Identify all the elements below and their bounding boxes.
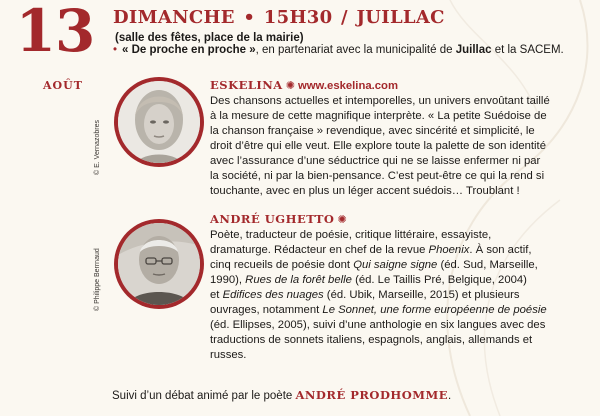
bio-line: 1990), Rues de la forêt belle (éd. Le Taillis Pré, Belgique, 2004) [210,274,527,286]
bio-line: avec l’assurance d’une séductrice qui ne se laisse enfermer ni par [210,155,541,167]
weekday: DIMANCHE [113,7,235,28]
event-text-2: et la SACEM. [491,44,564,56]
bullet-icon: • [113,44,118,56]
bio-line: et Edifices des nuages (éd. Ubik, Marseille, 2015) et plusieurs [210,289,520,301]
eskelina-photo [113,76,205,168]
ughetto-photo-credit: © Philippe Berrnaud [94,248,101,311]
date-day-number: 13 [15,0,95,65]
bio-line: dramaturge. Rédacteur en chef de la revue Phoenix. À son actif, [210,244,532,256]
bio-line: (éd. Ellipses, 2005), suivi d’une anthologie en six langues avec des [210,319,546,331]
event-title: « De proche en proche » [122,44,256,56]
artist-andre-ughetto [210,212,590,363]
bio-line: à la mesure de cette magnifique interprète. « La petite Suédoise de [210,110,547,122]
bio-line: Des chansons actuelles et intemporelles, un univers envoûtant taillé [210,95,550,107]
date-month: AOÛT [43,79,83,92]
event-time: 15H30 [263,7,333,28]
artist-website-link[interactable]: www.eskelina.com [297,80,398,92]
eskelina-photo-credit: © E. Vernazobres [94,120,101,175]
footer-end: . [448,390,452,402]
artist-name: ESKELINA [210,78,283,92]
bio-line: droit d’être qui elle veut. Elle explore toute la palette de son identité [210,140,546,152]
footer-poet-name: ANDRÉ PRODHOMME [295,388,449,402]
bio-line: Poète, traducteur de poésie, critique littéraire, essayiste, [210,229,492,241]
event-place: Juillac [455,44,492,56]
artist-name: ANDRÉ UGHETTO [210,212,335,226]
footer-note [112,388,451,402]
bio-line: traductions de sonnets italiens, espagnols, anglais, allemands et [210,334,533,346]
bio-line: ouvrages, notamment Le Sonnet, une forme européenne de poésie [210,304,547,316]
artist-eskelina [210,78,590,199]
event-header [113,7,445,28]
bio-line: cinq recueils de poésie dont Qui saigne signe (éd. Sud, Marseille, [210,259,538,271]
header-separator: • [243,7,256,28]
bio-line: la société, ni par la bien-pensance. C’est peut-être ce qui la rend si [210,170,545,182]
artist-heading [210,212,590,228]
ughetto-photo [113,218,205,310]
footer-text: Suivi d’un débat animé par le poète [112,390,296,402]
event-text-1: , en partenariat avec la municipalité de [255,44,456,56]
bio-line: la chanson française » revendique, avec sincérité et simplicité, le [210,125,535,137]
bio-line: touchante, avec en plus un léger accent suédois… Troublant ! [210,185,520,197]
star-icon: ✺ [285,80,295,92]
venue: (salle des fêtes, place de la mairie) [115,32,304,44]
event-town: JUILLAC [356,7,445,28]
star-icon: ✺ [337,214,347,226]
event-description [113,44,564,56]
artist-heading [210,78,590,94]
header-slash: / [340,7,348,28]
bio-line: russes. [210,349,247,361]
